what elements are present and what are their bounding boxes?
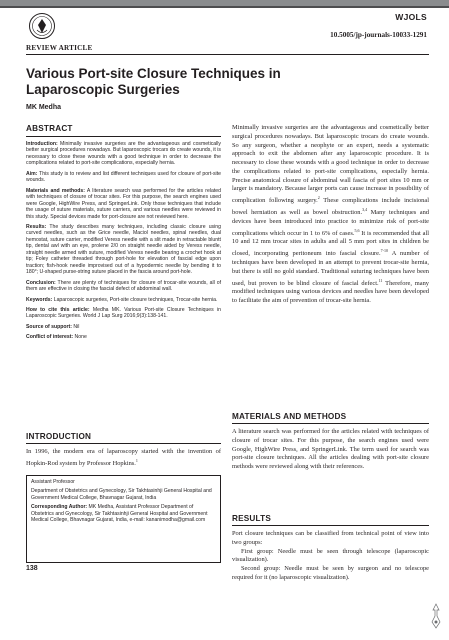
abstract-conclusion [26, 280, 221, 293]
text: Many techniques and devices have been introduced into practice to minimize risk of port-site complications which occur in 1 to 6% of cases. [232, 209, 430, 237]
results-paragraph: Port closure techniques can be classified from technical point of view into two groups: [232, 530, 429, 546]
results-paragraph: First group: Needle must be seen through telescope (laparoscopic visualization). [232, 547, 429, 564]
results-heading: RESULTS [232, 514, 272, 523]
methods-heading: MATERIALS AND METHODS [232, 412, 347, 421]
label: Keywords: [26, 296, 53, 303]
label: Results: [26, 223, 47, 230]
divider [232, 525, 429, 526]
reference[interactable]: 2 [317, 195, 320, 200]
abstract-methods [26, 188, 221, 220]
text: There are plenty of techniques for closure of trocar-site wounds, all of them are effective in closing the fascial defect of abdominal wall. [26, 279, 221, 293]
label: Source of support: [26, 323, 72, 330]
abstract-results [26, 224, 221, 276]
affiliation-box [26, 475, 221, 563]
reference[interactable]: 7-10 [380, 248, 388, 254]
divider [26, 443, 221, 444]
introduction-heading: INTRODUCTION [26, 432, 92, 441]
label: Materials and methods: [26, 187, 85, 194]
text: This study is to review and list different techniques used for closure of port-site wounds. [26, 170, 221, 184]
text: In 1996, the modern era of laparoscopy started with the invention of Hopkin-Rod system by Professor Hopkins. [26, 448, 221, 467]
label: Aim: [26, 170, 38, 177]
author-name: MK Medha [26, 104, 61, 111]
text: Therefore, many modified techniques using various devices and needles have been developed to facilitate the aim of prevention of trocar-site hernia. [232, 279, 429, 305]
divider [26, 136, 221, 137]
body-column [232, 124, 429, 306]
text: Nil [71, 323, 80, 330]
body-paragraph [232, 124, 429, 306]
text: None [73, 334, 87, 341]
journal-name: WJOLS [395, 12, 427, 22]
text: Laparoscopic surgeries, Port-site closure techniques, Trocar-site hernia. [52, 296, 218, 303]
divider [232, 423, 429, 424]
article-title: Various Port-site Closure Techniques in Laparoscopic Surgeries [26, 66, 281, 97]
label: Corresponding Author: [31, 504, 88, 511]
text: It is recommended that all 10 and 12 mm trocar sites in adults and all 5 mm port sites in children be closed, incorporating peritoneum into fascial closure. [232, 229, 429, 258]
reference[interactable]: 5,6 [354, 227, 360, 233]
results-section [232, 530, 429, 583]
source-of-support [26, 324, 221, 330]
text: A literature search was performed for the articles related with techniques of closure of trocar sites. For this purpose, the search engines used were Google, HighWire Press, and SpringerLink. Only those techniques that include the usage of suture materials, suture carriers, and various needles were reviewed in this study. Special devices made for port-closure are not reviewed here. [26, 187, 221, 220]
abstract-heading: ABSTRACT [26, 124, 73, 133]
article-type: REVIEW ARTICLE [26, 44, 93, 52]
label: How to cite this article: [26, 306, 90, 313]
conflict-of-interest [26, 334, 221, 340]
label: Conflict of interest: [26, 334, 74, 341]
text: MK Medha, Assistant Professor Department of Obstetrics and Gynecology, Sir Takhtasinhji General Hospital and Government Medical College, Bhavnagar Gujarat, India, e-mail: kananimodha@gmail.com [31, 504, 208, 524]
text: Minimally invasive surgeries are the advantageous and cosmetically better surgical procedures nowadays. But laparoscopic trocars do create wounds. So any surgeon, whether a neophyte or an expert, needs a systematic approach to exit the abdomen after any laparoscopic procedure. It is necessary to close these wounds with a good technique in order to decrease the complications related to port-site complications, especially hernia. Precise anatomical closure of abdominal wall fascia of port sites 10 mm or larger is mandatory. Because larger ports can cause increase in possibility of complication following surgery. [232, 124, 429, 205]
text: These complications include incisional bowel herniation as well as bowel obstruction. [232, 197, 429, 216]
corresponding-author [31, 504, 216, 523]
citation [26, 307, 221, 320]
abstract-section [26, 124, 221, 345]
label: Introduction: [26, 141, 58, 147]
text: Minimally invasive surgeries are the advantageous and cosmetically better surgical procedures nowadays. But laparoscopic trocars do create wounds, it is necessary to close these wounds with a good technique in order to decrease the complications related to port-site complications, especially hernia. [26, 141, 221, 167]
divider [26, 54, 429, 55]
text: A number of techniques have been developed in an attempt to prevent trocar-site hernia, but there is still no gold standard. Traditional suturing techniques have been used, but proven to be blind closure of fascial defect. [232, 250, 429, 287]
results-paragraph: Second group: Needle must be seen by surgeon and no telescope required for it (no laparoscopic visualization). [232, 565, 429, 581]
methods-text: A literature search was performed for the articles related with techniques of closure of trocar sites. For this purpose, the search engines used were Google, HighWire Press, and SpringerLink. The term used for search was port-site closure techniques. All the articles dealing with port-site closure methods were reviewed along with their references. [232, 428, 429, 470]
introduction-text [26, 448, 221, 468]
page-number: 138 [26, 565, 38, 572]
text: Medha MK. Various Port-site Closure Techniques in Laparoscopic Surgeries. World J Lap Surg 2016;9(3):138-141. [26, 306, 221, 320]
publisher-logo-icon [430, 602, 442, 630]
label: Conclusion: [26, 279, 56, 286]
author-department: Department of Obstetrics and Gynecology, Sir Takhtasinhji General Hospital and Government Medical College, Bhavnagar Gujarat, India [31, 488, 212, 501]
journal-logo-icon [28, 12, 56, 40]
reference[interactable]: 3,4 [362, 206, 368, 212]
header-bar-accent [0, 6, 449, 8]
author-role: Assistant Professor [31, 479, 75, 485]
reference[interactable]: 1 [135, 457, 138, 463]
methods-section [232, 428, 429, 472]
abstract-introduction [26, 141, 221, 167]
doi[interactable]: 10.5005/jp-journals-10033-1291 [330, 31, 427, 39]
reference[interactable]: 11 [378, 277, 383, 283]
keywords [26, 297, 221, 303]
text: The study describes many techniques, including classic closure using curved needles, such as the Grice needle, Maciol needles, spinal needles, dual hemostat, suture carrier, modified Veress needle with a slit made in retractable bluntt tip, dental awl with an eye, prolene 2/0 on straight needle aided by Veress needle, straight needle armed with suture, modified Veress needle bearing a crochet hook at tip; Foley catheter threaded through port-hole for elevation of fascial edge upon traction; fish-hook needle improvised out of a hypodermic needle by bending it to 180°; U-shaped purse-string suture placed in the fascia around port-hole. [26, 223, 221, 276]
abstract-aim [26, 171, 221, 184]
